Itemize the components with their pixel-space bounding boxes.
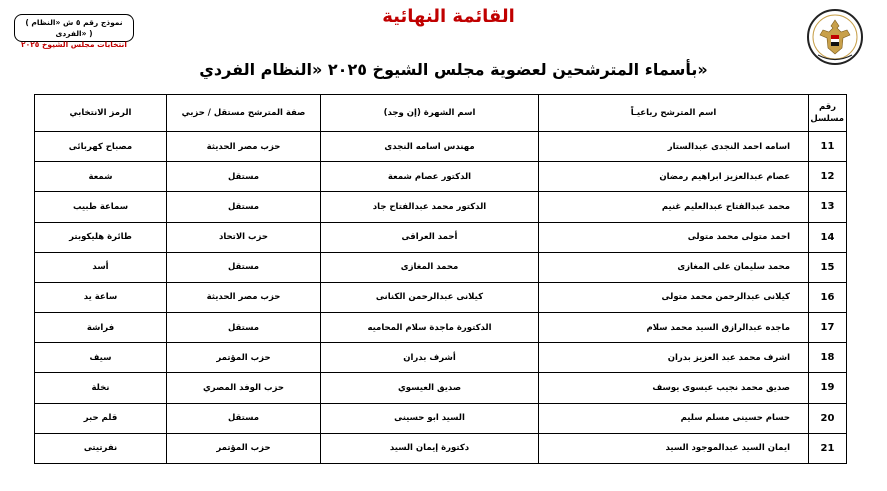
- table-row: [35, 373, 847, 403]
- page-subtitle: بأسماء المترشحين لعضوية مجلس الشيوخ ٢٠٢٥ «النظام الفردي»: [199, 60, 708, 79]
- table-row: [35, 403, 847, 433]
- table-row: [35, 132, 847, 162]
- cell-symbol: قلم حبر: [35, 403, 167, 433]
- table-row: [35, 282, 847, 312]
- form-number-label: ( نموذج رقم ٥ ش «النظام الفردى» ): [25, 18, 123, 38]
- cell-fame: أشرف بدران: [321, 343, 539, 373]
- cell-name: صديق محمد نجيب عيسوى يوسف: [539, 373, 809, 403]
- cell-symbol: نخلة: [35, 373, 167, 403]
- cell-fame: مهندس اسامه النجدى: [321, 132, 539, 162]
- cell-capacity: مستقل: [167, 313, 321, 343]
- cell-num: 14: [809, 222, 847, 252]
- table-row: [35, 192, 847, 222]
- cell-capacity: حزب الوفد المصري: [167, 373, 321, 403]
- cell-symbol: شمعة: [35, 162, 167, 192]
- header-symbol: الرمز الانتخابي: [35, 95, 167, 132]
- table-row: [35, 222, 847, 252]
- header-name: اسم المترشح رباعيـاً: [539, 95, 809, 132]
- cell-fame: السيد ابو حسينى: [321, 403, 539, 433]
- cell-fame: أحمد العراقى: [321, 222, 539, 252]
- cell-name: ماجده عبدالرازق السيد محمد سلام: [539, 313, 809, 343]
- cell-name: كيلانى عبدالرحمن محمد متولى: [539, 282, 809, 312]
- cell-fame: دكتورة إيمان السيد: [321, 433, 539, 463]
- table-row: [35, 162, 847, 192]
- cell-capacity: مستقل: [167, 403, 321, 433]
- table-row: [35, 433, 847, 463]
- cell-num: 12: [809, 162, 847, 192]
- cell-fame: محمد المغازى: [321, 252, 539, 282]
- header-num: رقم مسلسل: [809, 95, 847, 132]
- header-capacity: صفة المترشح مستقل / حزبي: [167, 95, 321, 132]
- cell-name: عصام عبدالعزيز ابراهيم رمضان: [539, 162, 809, 192]
- cell-fame: الدكتورة ماجدة سلام المحاميه: [321, 313, 539, 343]
- cell-num: 16: [809, 282, 847, 312]
- cell-name: اشرف محمد عبد العزيز بدران: [539, 343, 809, 373]
- cell-num: 11: [809, 132, 847, 162]
- cell-num: 15: [809, 252, 847, 282]
- table-row: [35, 252, 847, 282]
- cell-capacity: حزب المؤتمر: [167, 433, 321, 463]
- cell-fame: الدكتور عصام شمعة: [321, 162, 539, 192]
- cell-name: ايمان السيد عبدالموجود السيد: [539, 433, 809, 463]
- cell-symbol: سيف: [35, 343, 167, 373]
- page-title: القائمة النهائية: [382, 6, 515, 27]
- cell-name: اسامه احمد النجدى عبدالستار: [539, 132, 809, 162]
- cell-num: 18: [809, 343, 847, 373]
- cell-symbol: فراشة: [35, 313, 167, 343]
- candidates-table: [34, 94, 847, 464]
- cell-capacity: حزب مصر الحديثة: [167, 132, 321, 162]
- cell-capacity: مستقل: [167, 252, 321, 282]
- cell-symbol: نفرتيتى: [35, 433, 167, 463]
- cell-fame: الدكتور محمد عبدالفتاح جاد: [321, 192, 539, 222]
- cell-num: 21: [809, 433, 847, 463]
- cell-symbol: أسد: [35, 252, 167, 282]
- cell-name: محمد عبدالفتاح عبدالعليم غنيم: [539, 192, 809, 222]
- cell-name: محمد سليمان على المغازى: [539, 252, 809, 282]
- cell-fame: صديق العيسوي: [321, 373, 539, 403]
- table-row: [35, 313, 847, 343]
- cell-capacity: حزب الاتحاد: [167, 222, 321, 252]
- cell-symbol: سماعة طبيب: [35, 192, 167, 222]
- cell-symbol: مصباح كهربائى: [35, 132, 167, 162]
- cell-name: حسام حسينى مسلم سليم: [539, 403, 809, 433]
- cell-fame: كيلانى عبدالرحمن الكنانى: [321, 282, 539, 312]
- cell-num: 13: [809, 192, 847, 222]
- table-row: [35, 343, 847, 373]
- cell-capacity: مستقل: [167, 192, 321, 222]
- cell-symbol: ساعة يد: [35, 282, 167, 312]
- cell-capacity: حزب المؤتمر: [167, 343, 321, 373]
- cell-num: 17: [809, 313, 847, 343]
- table-header-row: [35, 95, 847, 132]
- cell-capacity: مستقل: [167, 162, 321, 192]
- cell-capacity: حزب مصر الحديثة: [167, 282, 321, 312]
- cell-num: 19: [809, 373, 847, 403]
- cell-num: 20: [809, 403, 847, 433]
- header-fame: اسم الشهرة (إن وجد): [321, 95, 539, 132]
- cell-name: احمد متولى محمد متولى: [539, 222, 809, 252]
- election-label: انتخابات مجلس الشيوخ ٢٠٢٥: [21, 40, 127, 49]
- cell-symbol: طائرة هليكوبتر: [35, 222, 167, 252]
